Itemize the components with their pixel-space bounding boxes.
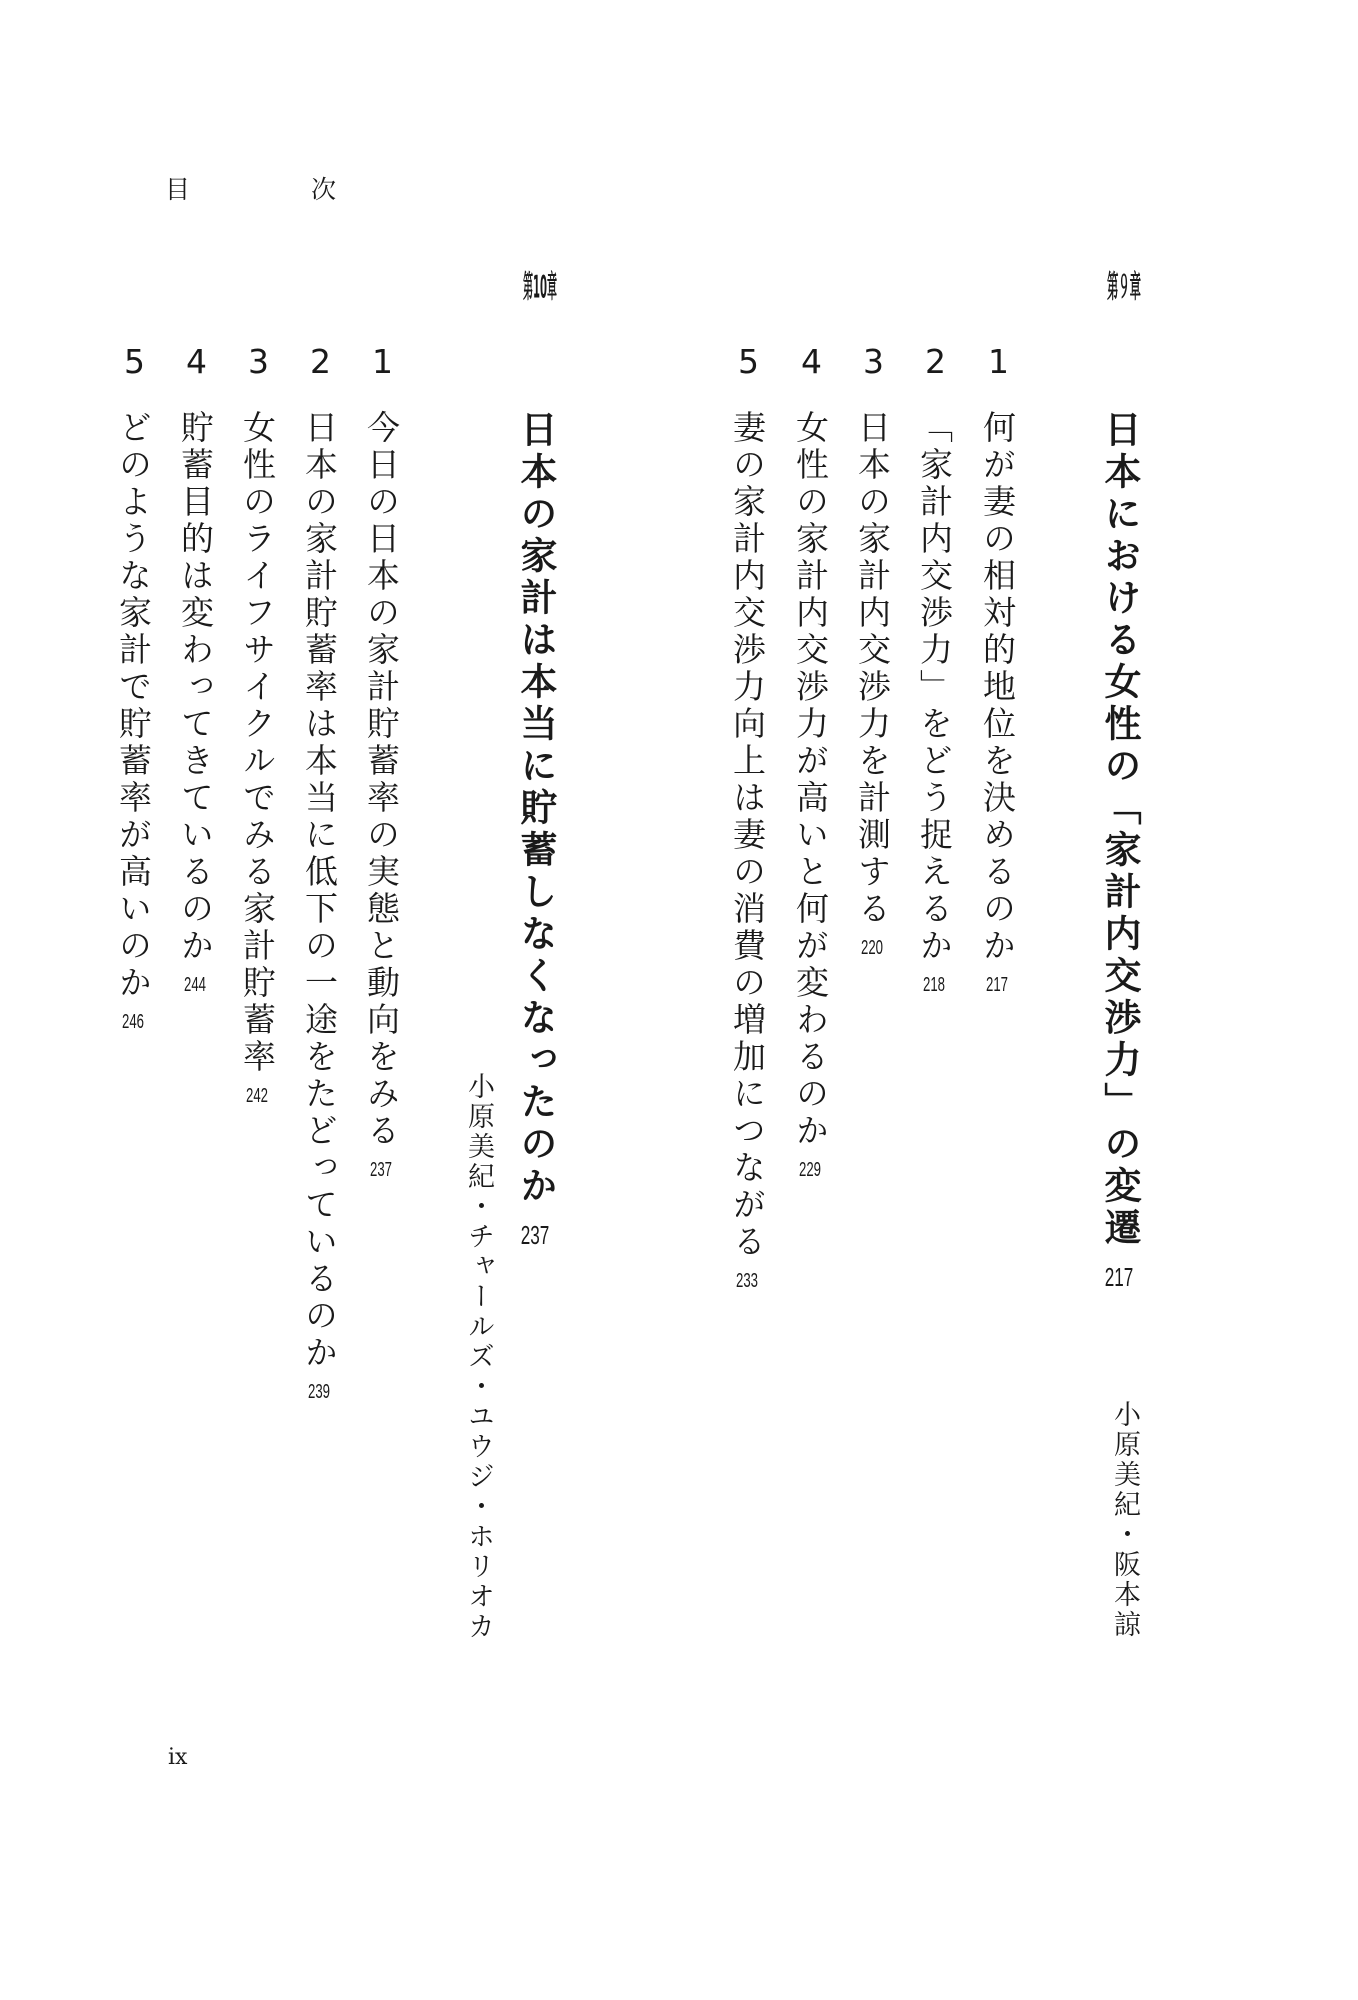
chapter-9-page: 217 [1104, 1264, 1134, 1290]
ch10-section-2-page: 239 [308, 1382, 330, 1402]
chapter-10-title: 日本の家計は本当に貯蓄しなくなったのか [514, 410, 557, 1208]
ch10-section-4-title: 貯蓄目的は変わってきているのか [176, 410, 215, 965]
ch10-section-4[interactable] [172, 410, 219, 995]
ch9-section-2-page: 218 [923, 975, 945, 995]
ch9-section-1-title: 何が妻の相対的地位を決めるのか [978, 410, 1017, 965]
running-head: 目 次 [165, 175, 385, 204]
ch9-section-3[interactable] [849, 410, 896, 958]
ch10-section-3-num: 3 [239, 342, 278, 381]
ch9-section-3-num: 3 [854, 342, 893, 381]
chapter-9-label: 第９章 [1106, 272, 1142, 303]
ch9-section-4[interactable] [787, 410, 834, 1180]
ch10-section-4-num: 4 [177, 342, 216, 381]
ch9-section-4-page: 229 [799, 1160, 821, 1180]
ch9-section-5[interactable] [724, 410, 771, 1291]
ch10-section-5-page: 246 [122, 1012, 144, 1032]
ch9-section-2[interactable] [911, 410, 958, 995]
ch9-section-3-page: 220 [861, 938, 883, 958]
chapter-9-title: 日本における女性の「家計内交渉力」の変遷 [1098, 410, 1141, 1250]
ch10-section-1[interactable] [358, 410, 405, 1180]
ch10-section-5[interactable] [110, 410, 157, 1032]
ch9-section-1-num: 1 [979, 342, 1018, 381]
ch9-section-1-page: 217 [986, 975, 1008, 995]
chapter-10-title-line[interactable] [508, 410, 562, 1248]
ch10-section-1-page: 237 [370, 1160, 392, 1180]
ch10-section-5-num: 5 [115, 342, 154, 381]
ch9-section-2-num: 2 [916, 342, 955, 381]
ch9-section-3-title: 日本の家計内交渉力を計測する [853, 410, 892, 928]
chapter-10-page: 237 [520, 1222, 550, 1248]
ch10-section-2-title: 日本の家計貯蓄率は本当に低下の一途をたどっているのか [300, 410, 339, 1372]
chapter-10-label: 第10章 [522, 272, 558, 303]
ch9-section-4-num: 4 [792, 342, 831, 381]
ch9-section-5-page: 233 [736, 1271, 758, 1291]
ch10-section-1-title: 今日の日本の家計貯蓄率の実態と動向をみる [362, 410, 401, 1150]
chapter-9-title-line[interactable] [1092, 410, 1146, 1290]
ch9-section-5-title: 妻の家計内交渉力向上は妻の消費の増加につながる [728, 410, 767, 1261]
ch10-section-1-num: 1 [363, 342, 402, 381]
chapter-9-author: 小原美紀・阪本諒 [1109, 1400, 1140, 1640]
ch10-section-2-num: 2 [301, 342, 340, 381]
ch10-section-3-page: 242 [246, 1086, 268, 1106]
ch10-section-3[interactable] [234, 410, 281, 1106]
ch10-section-4-page: 244 [184, 975, 206, 995]
page-folio: ix [168, 1745, 188, 1770]
ch10-section-3-title: 女性のライフサイクルでみる家計貯蓄率 [238, 410, 277, 1076]
ch9-section-1[interactable] [974, 410, 1021, 995]
chapter-10-author: 小原美紀・チャールズ・ユウジ・ホリオカ [463, 1072, 494, 1642]
ch10-section-5-title: どのような家計で貯蓄率が高いのか [114, 410, 153, 1002]
ch10-section-2[interactable] [296, 410, 343, 1402]
ch9-section-4-title: 女性の家計内交渉力が高いと何が変わるのか [791, 410, 830, 1150]
ch9-section-2-title: 「家計内交渉力」をどう捉えるか [915, 410, 954, 965]
ch9-section-5-num: 5 [729, 342, 768, 381]
